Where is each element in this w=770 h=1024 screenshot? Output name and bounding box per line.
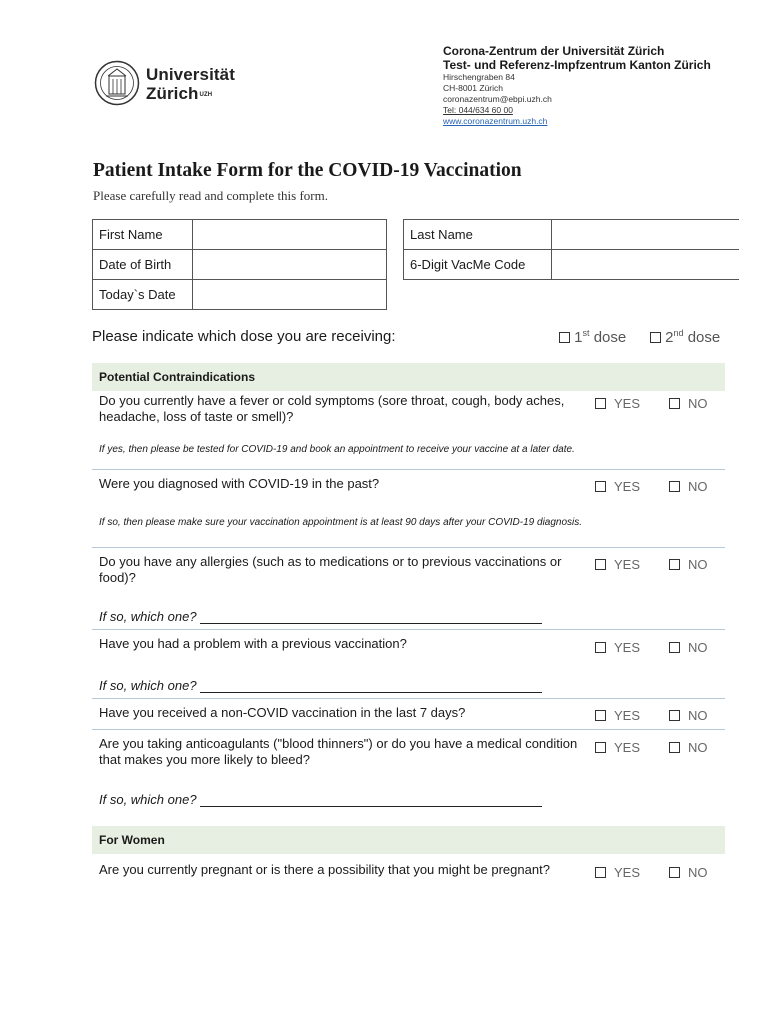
logo-line-1: Universität: [146, 65, 235, 84]
institution-phone[interactable]: Tel: 044/634 60 00: [443, 105, 513, 115]
divider: [92, 629, 725, 630]
allergies-no-option[interactable]: NO: [669, 557, 708, 572]
answer-line[interactable]: [200, 794, 542, 807]
note-covid-history: If so, then please make sure your vaccination appointment is at least 90 days after your COVID-19 diagnosis.: [99, 517, 583, 528]
checkbox[interactable]: [669, 867, 680, 878]
divider: [92, 729, 725, 730]
checkbox[interactable]: [669, 481, 680, 492]
second-dose-checkbox[interactable]: [650, 332, 661, 343]
form-title: Patient Intake Form for the COVID-19 Vaccination: [93, 160, 522, 181]
question-pregnancy: Are you currently pregnant or is there a possibility that you might be pregnant?: [99, 862, 550, 877]
first-name-field[interactable]: [193, 220, 387, 250]
institution-subtitle: Test- und Referenz-Impfzentrum Kanton Zürich: [443, 58, 711, 72]
checkbox[interactable]: [595, 710, 606, 721]
fever-yes-option[interactable]: YES: [595, 396, 640, 411]
date-of-birth-field[interactable]: [193, 250, 387, 280]
university-seal-logo: [94, 60, 140, 106]
checkbox[interactable]: [669, 398, 680, 409]
last-name-field[interactable]: [552, 220, 740, 250]
question-anticoagulants: Are you taking anticoagulants ("blood thinners") or do you have a medical condition that makes you more likely to bleed?: [99, 736, 578, 767]
institution-name: Corona-Zentrum der Universität Zürich: [443, 44, 665, 58]
fever-no-option[interactable]: NO: [669, 396, 708, 411]
previous-vaccination-yes-option[interactable]: YES: [595, 640, 640, 655]
institution-email[interactable]: coronazentrum@ebpi.uzh.ch: [443, 94, 552, 104]
todays-date-label: Today`s Date: [93, 280, 193, 310]
personal-info-table-left: [92, 219, 387, 310]
last-name-label: Last Name: [404, 220, 552, 250]
covid-history-yes-option[interactable]: YES: [595, 479, 640, 494]
question-allergies: Do you have any allergies (such as to medications or to previous vaccinations or food)?: [99, 554, 562, 585]
pregnancy-yes-option[interactable]: YES: [595, 865, 640, 880]
question-non-covid-vaccination: Have you received a non-COVID vaccination in the last 7 days?: [99, 705, 466, 720]
checkbox[interactable]: [669, 559, 680, 570]
checkbox[interactable]: [595, 559, 606, 570]
checkbox[interactable]: [669, 742, 680, 753]
non-covid-vaccination-no-option[interactable]: NO: [669, 708, 708, 723]
answer-line[interactable]: [200, 680, 542, 693]
institution-address: [443, 44, 763, 127]
checkbox[interactable]: [595, 742, 606, 753]
first-dose-option[interactable]: 1st dose: [559, 328, 626, 346]
anticoagulants-no-option[interactable]: NO: [669, 740, 708, 755]
institution-website-link[interactable]: www.coronazentrum.uzh.ch: [443, 116, 548, 126]
checkbox[interactable]: [595, 867, 606, 878]
vacme-code-field[interactable]: [552, 250, 740, 280]
date-of-birth-label: Date of Birth: [93, 250, 193, 280]
anticoagulants-which-field[interactable]: If so, which one?: [99, 792, 542, 807]
first-name-label: First Name: [93, 220, 193, 250]
university-wordmark: [146, 65, 235, 103]
checkbox[interactable]: [669, 710, 680, 721]
answer-line[interactable]: [200, 611, 542, 624]
contraindications-header: Potential Contraindications: [92, 363, 725, 391]
pregnancy-no-option[interactable]: NO: [669, 865, 708, 880]
previous-vaccination-no-option[interactable]: NO: [669, 640, 708, 655]
checkbox[interactable]: [595, 642, 606, 653]
logo-line-2: Zürich: [146, 84, 199, 103]
institution-city: CH-8001 Zürich: [443, 83, 503, 93]
question-covid-history: Were you diagnosed with COVID-19 in the past?: [99, 476, 380, 491]
anticoagulants-yes-option[interactable]: YES: [595, 740, 640, 755]
divider: [92, 547, 725, 548]
divider: [92, 469, 725, 470]
institution-street: Hirschengraben 84: [443, 72, 515, 82]
question-previous-vaccination: Have you had a problem with a previous vaccination?: [99, 636, 407, 651]
covid-history-no-option[interactable]: NO: [669, 479, 708, 494]
second-dose-option[interactable]: 2nd dose: [650, 328, 720, 346]
question-fever: Do you currently have a fever or cold symptoms (sore throat, cough, body aches, headache, loss of taste or smell)?: [99, 393, 565, 424]
note-fever: If yes, then please be tested for COVID-19 and book an appointment to receive your vaccine at a later date.: [99, 444, 575, 455]
logo-superscript: UZH: [199, 92, 213, 98]
form-subtitle: Please carefully read and complete this form.: [93, 188, 328, 203]
checkbox[interactable]: [595, 398, 606, 409]
dose-question: Please indicate which dose you are receiving:: [92, 328, 396, 345]
first-dose-checkbox[interactable]: [559, 332, 570, 343]
todays-date-field[interactable]: [193, 280, 387, 310]
checkbox[interactable]: [595, 481, 606, 492]
checkbox[interactable]: [669, 642, 680, 653]
women-section-header: For Women: [92, 826, 725, 854]
allergies-yes-option[interactable]: YES: [595, 557, 640, 572]
vacme-code-label: 6-Digit VacMe Code: [404, 250, 552, 280]
non-covid-vaccination-yes-option[interactable]: YES: [595, 708, 640, 723]
previous-vaccination-which-field[interactable]: If so, which one?: [99, 678, 542, 693]
allergies-which-field[interactable]: If so, which one?: [99, 609, 542, 624]
personal-info-table-right: [403, 219, 739, 280]
divider: [92, 698, 725, 699]
